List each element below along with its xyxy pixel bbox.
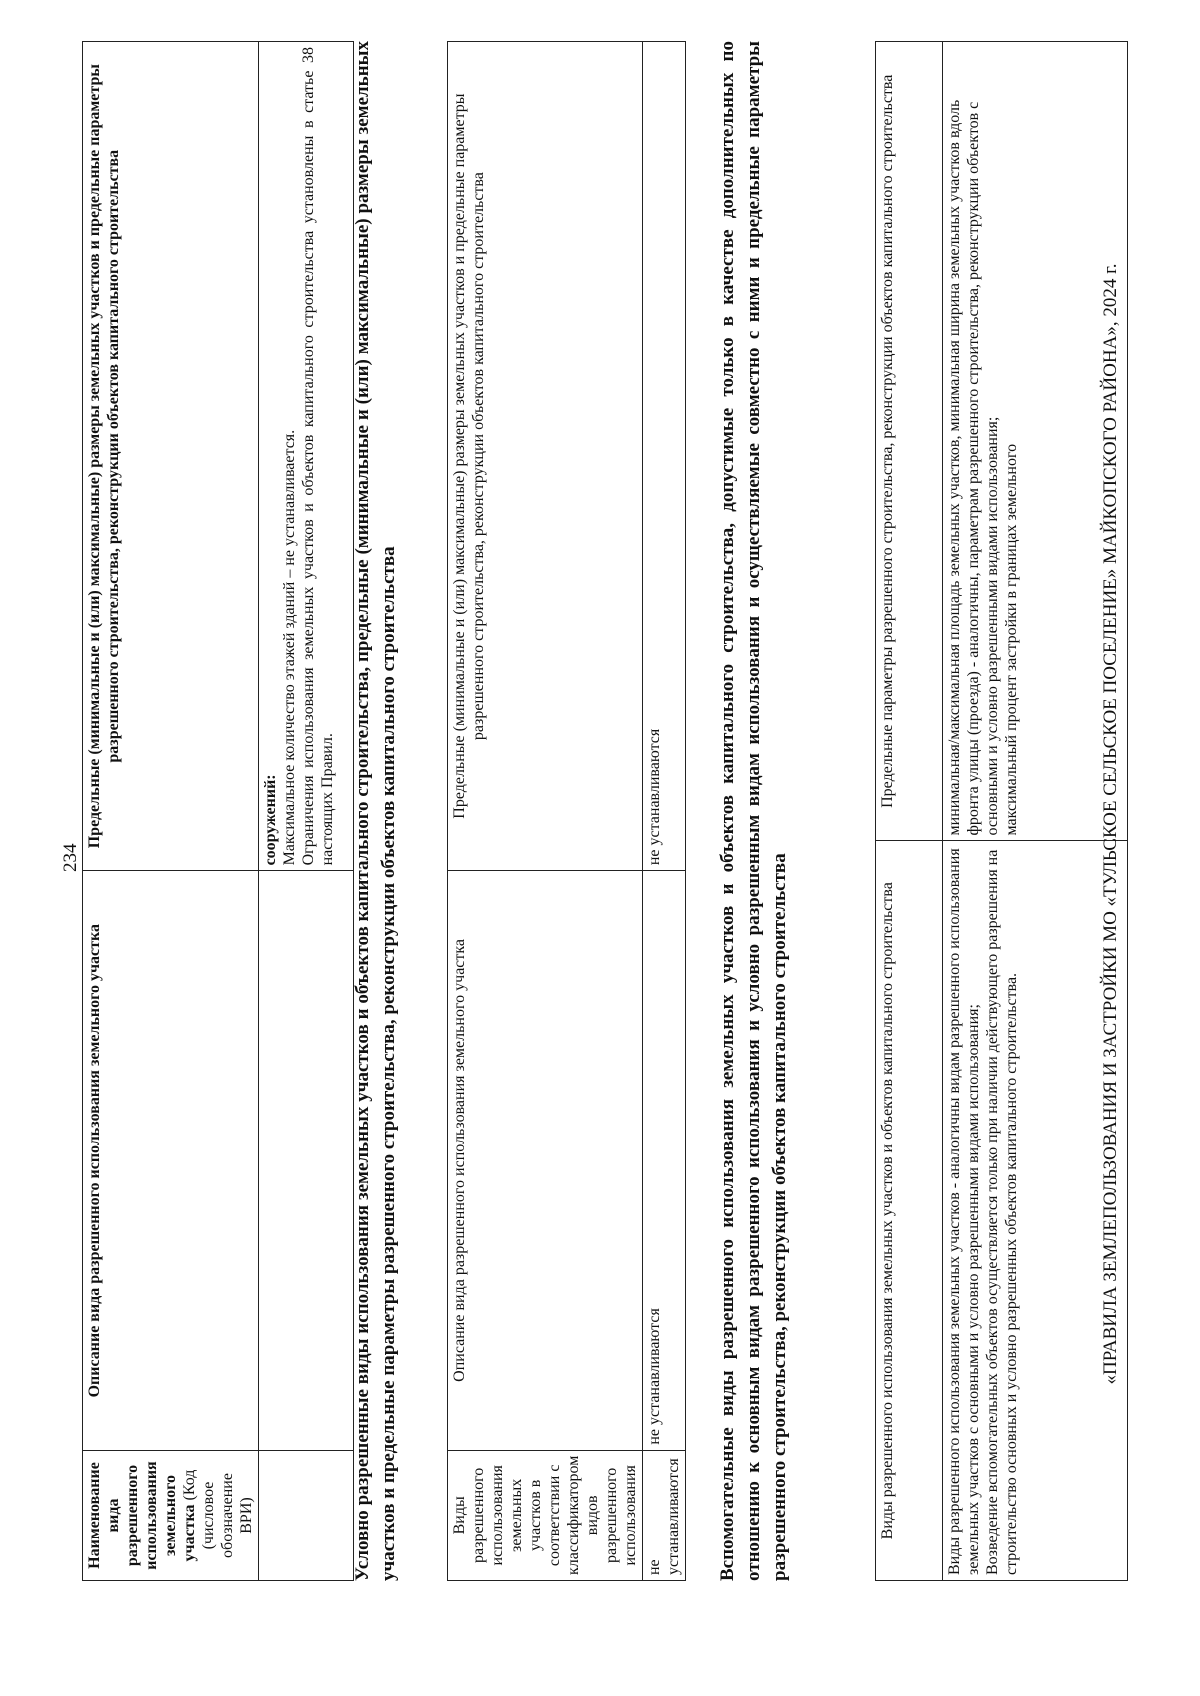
cell-use-type (259, 1451, 354, 1581)
table-header-row (448, 42, 643, 1581)
header-use-description: Описание вида разрешенного использования земельного участка (448, 871, 643, 1450)
header-use-type-code: (Код (числовое обозначение ВРИ) (181, 1469, 255, 1558)
header-permitted-uses: Виды разрешенного использования земельных участков в соответствии с классификатором видов разрешенного использования (448, 1450, 643, 1580)
header-permitted-uses: Виды разрешенного использования земельных участков и объектов капитального строительства (876, 841, 943, 1581)
page-number: 234 (60, 843, 81, 872)
header-use-description: Описание вида разрешенного использования земельного участка (83, 871, 259, 1451)
structures-label: сооружений: (262, 774, 279, 866)
cell-permitted-uses: Виды разрешенного использования земельных участков - аналогичны видам разрешенного использования земельных участков с основными и условно разрешенными видами использования; Возведение вспомогательных объектов осуществляется только при наличии действующего разрешения на строительство основных и условно разрешенных объектов капитального строительства. (943, 841, 1128, 1581)
header-limit-parameters: Предельные параметры разрешенного строительства, реконструкции объектов капитального строительства (876, 42, 943, 841)
land-use-parameters-table (82, 41, 354, 1581)
table-header-row (876, 42, 943, 1581)
section-heading-auxiliary-uses: Вспомогательные виды разрешенного использования земельных участков и объектов капитального строительства, допустимые только в качестве дополнительных по отношению к основным видам разрешенного использования и условно разрешенным видам использования и осуществляемые совместно с ними и предельные параметры разрешенного строительства, реконструкции объектов капитального строительства (717, 41, 790, 1581)
cell-description (259, 871, 354, 1451)
auxiliary-uses-table (875, 41, 1128, 1581)
header-limit-parameters: Предельные (минимальные и (или) максимальные) размеры земельных участков и предельные параметры разрешенного строительства, реконструкции объектов капитального строительства (448, 42, 643, 871)
table-header-row (83, 42, 259, 1581)
header-limit-parameters: Предельные (минимальные и (или) максимальные) размеры земельных участков и предельные параметры разрешенного строительства, реконструкции объектов капитального строительства (83, 42, 259, 871)
cell-parameters: минимальная/максимальная площадь земельных участков, минимальная ширина земельных участков вдоль фронта улицы (проезда) - аналогичны, параметрам разрешенного строительства, реконструкции объектов с основными и условно разрешенными видами использования; максимальный процент застройки в границах земельного (943, 42, 1128, 841)
max-floors-text: Максимальное количество этажей зданий – не устанавливается. (281, 429, 298, 866)
section-heading-conditional-uses: Условно разрешенные виды использования земельных участков и объектов капитального строительства, предельные (минимальные и (или) максимальные) размеры земельных участков и предельные параметры разрешенного строительства, реконструкции объектов капитального строительства (352, 41, 399, 1581)
cell-description: не устанавливаются (643, 871, 686, 1450)
cell-permitted-uses: не устанавливаются (643, 1450, 686, 1580)
document-footer: «ПРАВИЛА ЗЕМЛЕПОЛЬЗОВАНИЯ И ЗАСТРОЙКИ МО «ТУЛЬСКОЕ СЕЛЬСКОЕ ПОСЕЛЕНИЕ» МАЙКОПСКОГО РАЙОНА», 2024 г. (1100, 263, 1121, 1385)
cell-parameters: не устанавливаются (643, 42, 686, 871)
cell-parameters (259, 42, 354, 871)
table-row (259, 42, 354, 1581)
header-use-type-name (83, 1451, 259, 1581)
header-use-type-name-bold: Наименование вида разрешенного использования земельного участка (86, 1461, 198, 1570)
table-row (643, 42, 686, 1581)
restrictions-text: Ограничения использования земельных участков и объектов капитального строительства установлены в статье 38 настоящих Правил. (300, 47, 336, 866)
conditional-uses-table (447, 41, 686, 1581)
